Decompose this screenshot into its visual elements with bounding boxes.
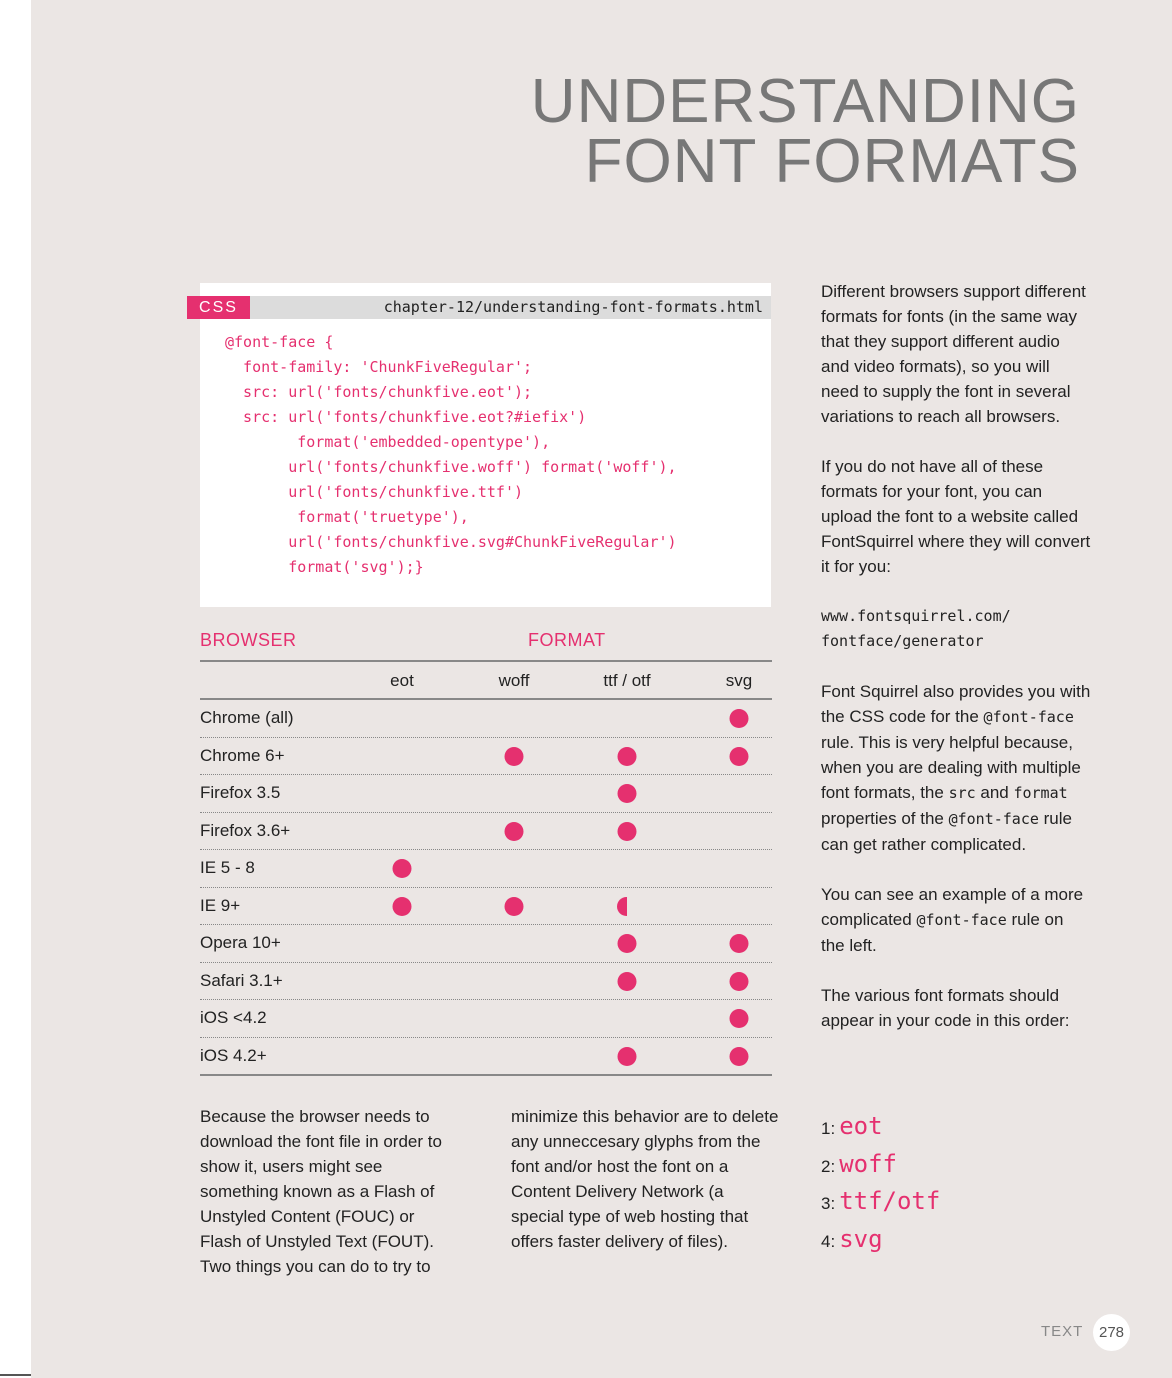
order-item <box>821 1225 940 1263</box>
column-header-eot: eot <box>390 671 414 690</box>
browser-name: Chrome 6+ <box>200 745 285 765</box>
inline-code: @font-face <box>916 911 1007 929</box>
order-item <box>821 1112 940 1150</box>
format-header: FORMAT <box>528 630 606 650</box>
order-number: 3: <box>821 1194 836 1213</box>
support-dot-svg <box>730 972 749 991</box>
browser-name: Chrome (all) <box>200 708 294 727</box>
order-format: ttf/otf <box>839 1187 941 1215</box>
column-header-woff: woff <box>498 671 530 690</box>
inline-code: @font-face <box>948 810 1039 828</box>
support-dot-woff <box>505 747 524 766</box>
fouc-paragraph-2: minimize this behavior are to delete any unneccesary glyphs from the font and/or host the font on a Content Delivery Network (a special type of web hosting that offers faster delivery of files). <box>511 1107 779 1251</box>
title-line-1: UNDERSTANDING <box>530 67 1080 136</box>
table-row <box>200 1000 772 1038</box>
table-row <box>200 813 772 851</box>
code-listing <box>225 330 677 580</box>
browser-name: iOS <4.2 <box>200 1008 267 1027</box>
sidebar-paragraph: If you do not have all of these formats for your font, you can upload the font to a website called FontSquirrel where they will convert it for you: <box>821 457 1091 576</box>
format-order-list <box>821 1112 940 1262</box>
browser-name: IE 5 - 8 <box>200 858 255 877</box>
column-header-svg: svg <box>725 671 753 690</box>
sidebar-paragraph <box>821 882 1091 958</box>
browser-name: Safari 3.1+ <box>200 970 283 990</box>
code-line: font-family: 'ChunkFiveRegular'; <box>225 358 533 376</box>
table-row <box>200 775 772 813</box>
code-filename: chapter-12/understanding-font-formats.html <box>383 298 763 316</box>
table-row <box>200 888 772 926</box>
table-row <box>200 738 772 776</box>
support-dot-ttf <box>618 934 637 953</box>
inline-code: src <box>948 784 976 802</box>
support-dot-ttf <box>618 822 637 841</box>
support-dot-eot <box>393 859 412 878</box>
browser-name: Firefox 3.5 <box>200 783 281 802</box>
sidebar-paragraph: Different browsers support different formats for fonts (in the same way that they support different audio and video formats), so you will need to supply the font in several variations to reach all browsers. <box>821 282 1086 426</box>
support-dot-svg <box>730 1009 749 1028</box>
table-row <box>200 1038 772 1077</box>
support-dot-svg <box>730 934 749 953</box>
text-run: and <box>975 783 1014 802</box>
format-support-table <box>200 630 772 1076</box>
support-dot-svg <box>730 1047 749 1066</box>
table-row <box>200 963 772 1001</box>
order-item <box>821 1150 940 1188</box>
table-row <box>200 700 772 738</box>
code-line: format('svg');} <box>225 558 424 576</box>
text-run: rule. This is very helpful because, when you are dealing with multiple font formats, the <box>821 733 1081 802</box>
table-body <box>200 700 772 1076</box>
order-format: woff <box>839 1149 897 1178</box>
text-run: rule on the left. <box>821 910 1064 955</box>
support-dot-ttf <box>618 972 637 991</box>
table-row <box>200 850 772 888</box>
code-line: src: url('fonts/chunkfive.eot?#iefix') <box>225 408 587 426</box>
text-run: Font Squirrel also provides you with the CSS code for the <box>821 682 1091 726</box>
support-dot-ttf <box>618 784 637 803</box>
table-row <box>200 925 772 963</box>
code-line: url('fonts/chunkfive.woff') format('woff'), <box>225 458 677 476</box>
fouc-paragraph-1: Because the browser needs to download the font file in order to show it, users might see something known as a Flash of Unstyled Content (FOUC) or Flash of Unstyled Text (FOUT). Two things you can do to try to <box>200 1107 442 1276</box>
code-line: @font-face { <box>225 333 334 351</box>
support-dot-woff <box>505 897 524 916</box>
inline-code: format <box>1013 784 1068 802</box>
support-dot-ttf <box>618 747 637 766</box>
order-format: eot <box>839 1112 883 1140</box>
order-number: 2: <box>821 1156 836 1176</box>
column-headers <box>200 662 772 698</box>
support-dot-svg <box>730 709 749 728</box>
support-dot-eot <box>393 897 412 916</box>
support-dot-svg <box>730 747 749 766</box>
code-line: url('fonts/chunkfive.svg#ChunkFiveRegular') <box>225 533 677 551</box>
browser-header: BROWSER <box>200 630 297 650</box>
url-line: www.fontsquirrel.com/ <box>821 607 1011 625</box>
url-line: fontface/generator <box>821 632 984 650</box>
code-line: format('embedded-opentype'), <box>225 433 551 451</box>
sidebar-text <box>821 279 1091 1058</box>
inline-code: @font-face <box>983 708 1074 726</box>
order-item <box>821 1187 940 1225</box>
order-number: 1: <box>821 1119 836 1138</box>
code-line: src: url('fonts/chunkfive.eot'); <box>225 383 533 401</box>
browser-name: iOS 4.2+ <box>200 1045 267 1065</box>
table-group-headers <box>200 630 772 660</box>
order-number: 4: <box>821 1231 836 1251</box>
code-language-tag: CSS <box>187 296 250 319</box>
sidebar-paragraph <box>821 679 1091 857</box>
section-label: TEXT <box>1041 1323 1084 1340</box>
text-run: rule can get rather complicated. <box>821 809 1072 854</box>
support-dot-woff <box>505 822 524 841</box>
browser-name: IE 9+ <box>200 895 241 915</box>
title-line-2: FONT FORMATS <box>584 127 1080 196</box>
support-dot-ttf <box>618 1047 637 1066</box>
column-header-ttf: ttf / otf <box>603 671 651 690</box>
sidebar-paragraph: The various font formats should appear in your code in this order: <box>821 986 1070 1030</box>
page-edge-line <box>0 1374 31 1376</box>
browser-name: Firefox 3.6+ <box>200 820 291 840</box>
text-run: You can see an example of a more complicated <box>821 885 1084 929</box>
code-line: url('fonts/chunkfive.ttf') <box>225 483 524 501</box>
partial-support-dot-ttf <box>617 897 627 916</box>
order-format: svg <box>839 1224 883 1253</box>
page-number: 278 <box>1093 1314 1130 1351</box>
text-run: properties of the <box>821 809 949 828</box>
browser-name: Opera 10+ <box>200 933 281 952</box>
page-title <box>530 67 1080 196</box>
fontsquirrel-url <box>821 604 1091 654</box>
code-line: format('truetype'), <box>225 508 469 526</box>
